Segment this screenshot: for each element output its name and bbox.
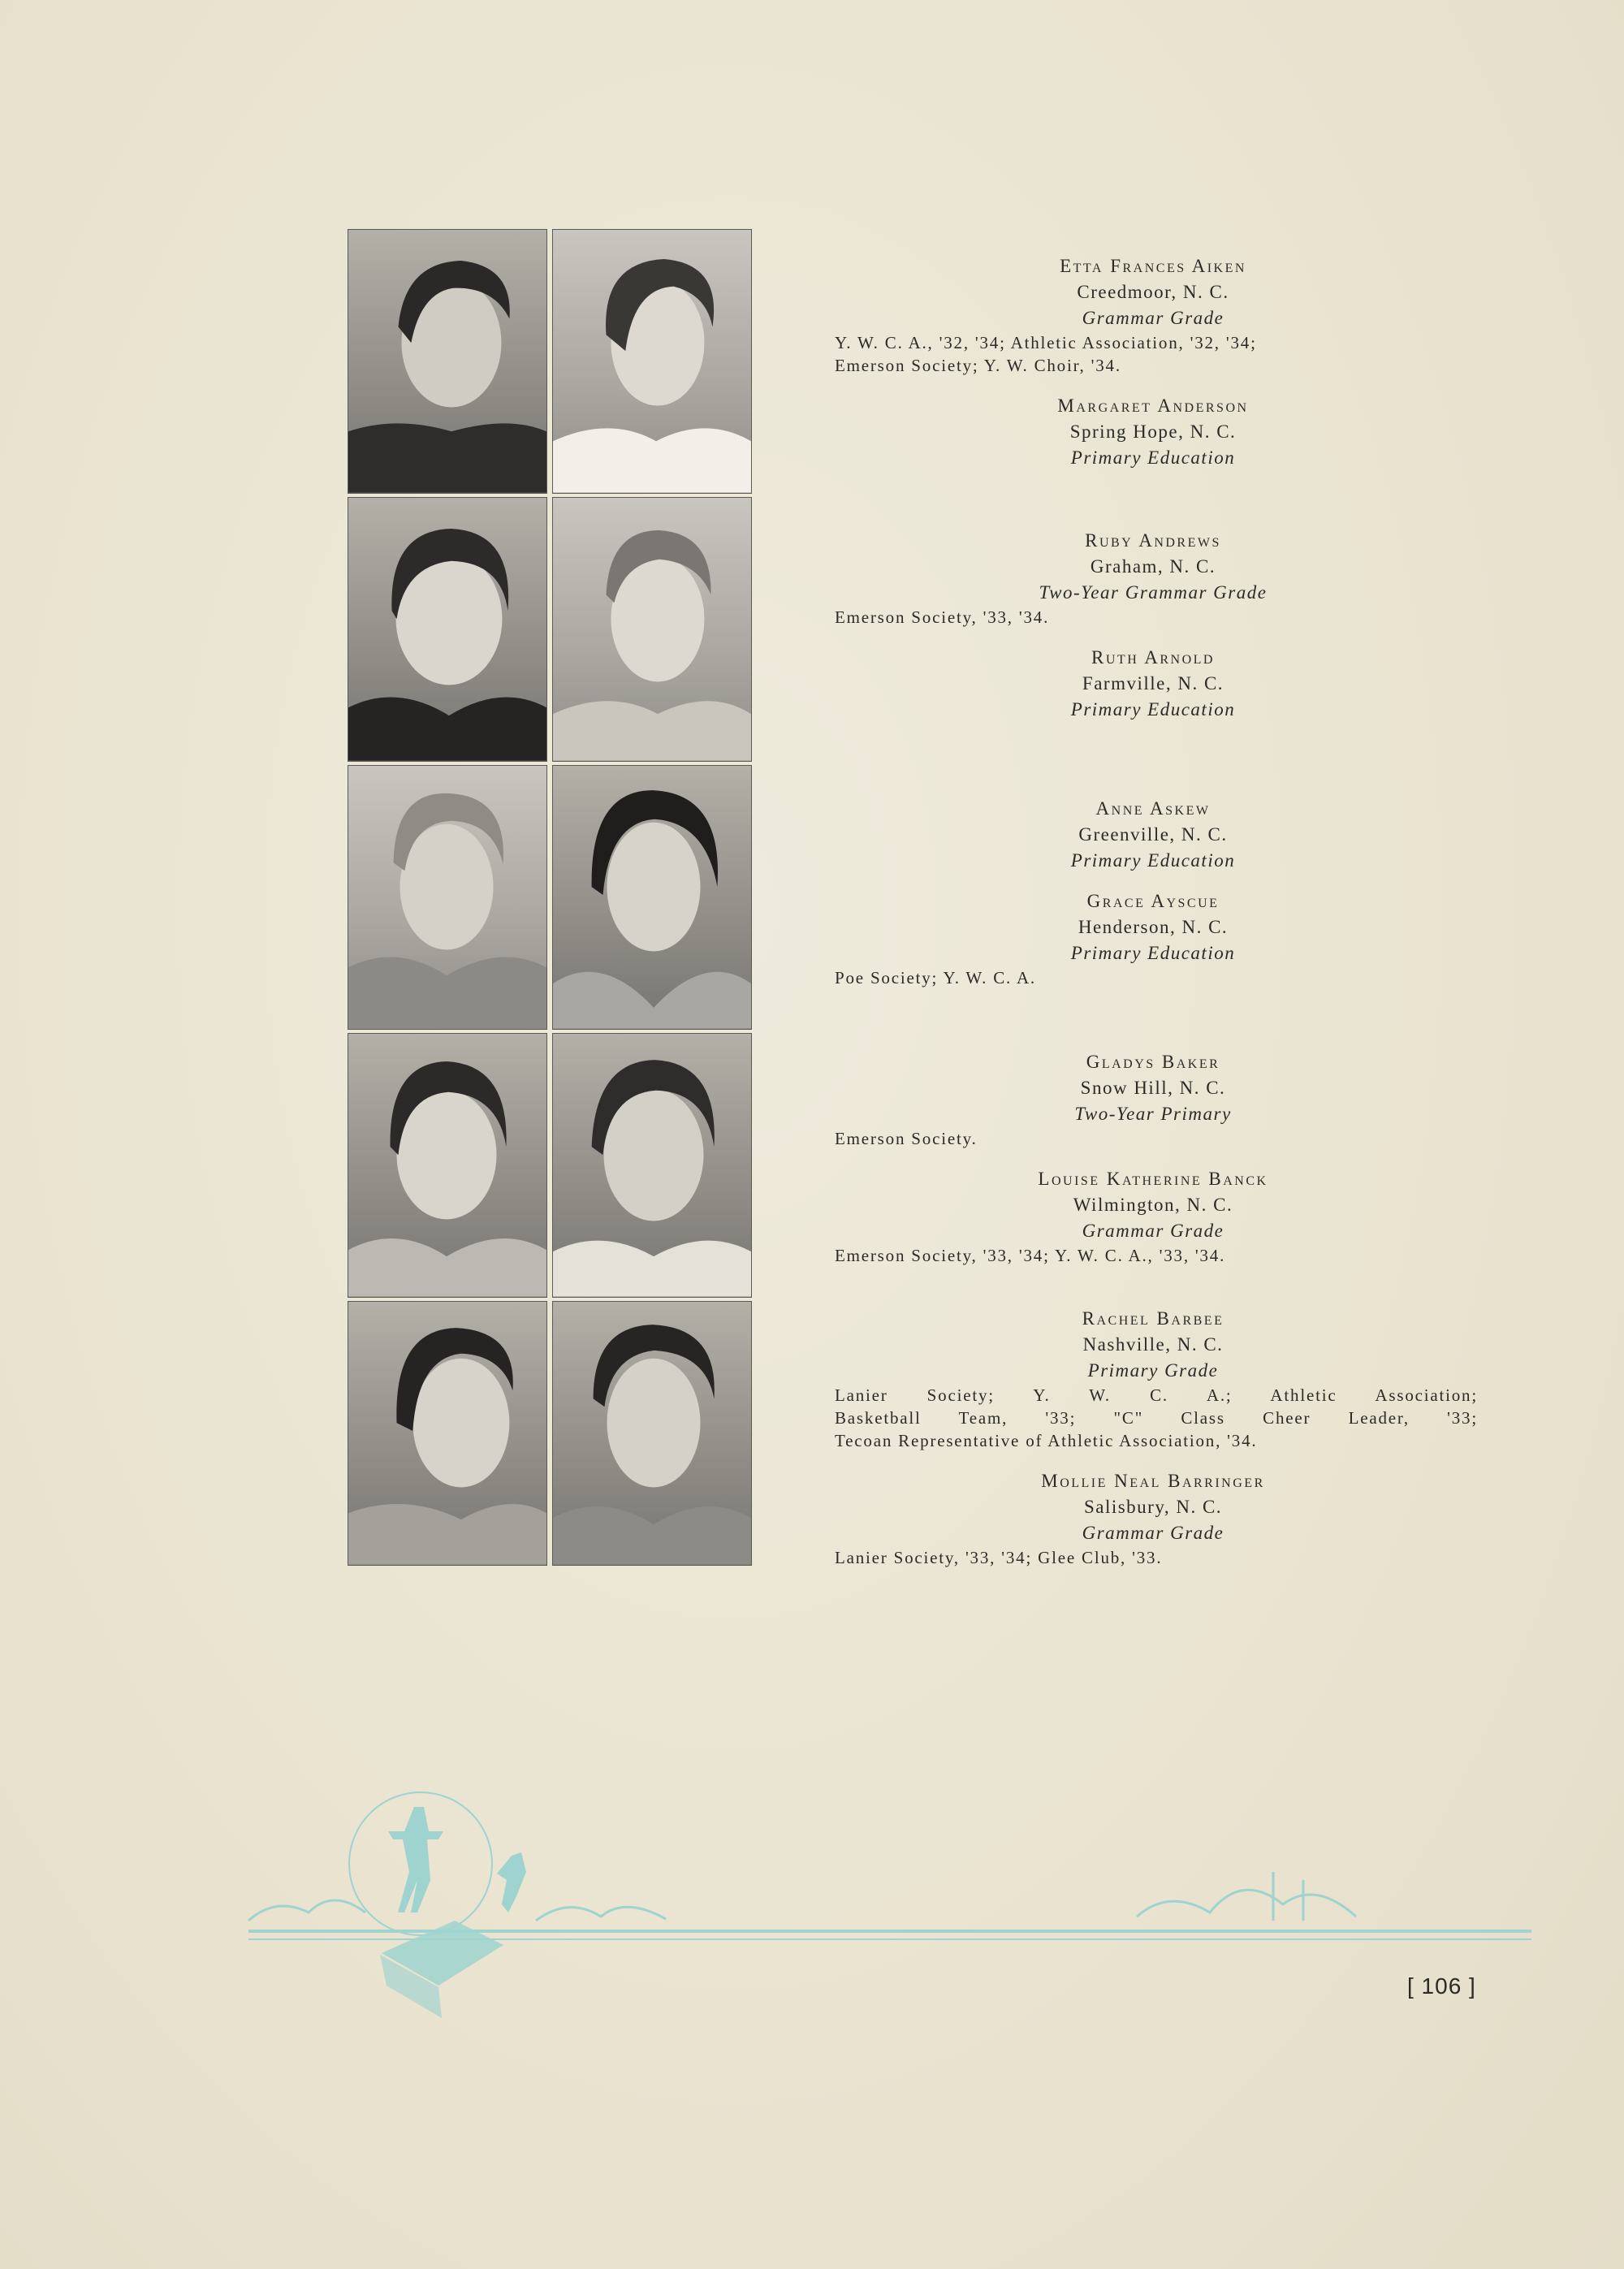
student-course: Two-Year Grammar Grade <box>1039 582 1268 603</box>
student-course: Two-Year Primary <box>1074 1104 1232 1124</box>
student-name: Rachel Barbee <box>1082 1308 1224 1329</box>
student-town: Graham, N. C. <box>1090 556 1216 577</box>
student-town: Salisbury, N. C. <box>1083 1497 1223 1517</box>
entry-ruby-andrews <box>828 528 1478 629</box>
student-course: Primary Grade <box>1087 1360 1219 1381</box>
student-activities: Emerson Society. <box>835 1129 978 1148</box>
portrait-grace-ayscue <box>552 765 752 1030</box>
portrait-gladys-baker <box>348 1033 547 1298</box>
student-activities: Emerson Society; Y. W. Choir, '34. <box>835 356 1121 375</box>
student-town: Spring Hope, N. C. <box>1069 421 1237 442</box>
student-town: Snow Hill, N. C. <box>1080 1078 1226 1098</box>
student-town: Henderson, N. C. <box>1078 917 1229 937</box>
portrait-margaret-anderson <box>552 229 752 494</box>
portrait-ruth-arnold <box>552 497 752 762</box>
student-course: Grammar Grade <box>1082 308 1224 328</box>
page-number: [ 106 ] <box>1407 1973 1476 1999</box>
student-course: Primary Education <box>1070 850 1236 871</box>
student-town: Nashville, N. C. <box>1082 1334 1224 1355</box>
student-name: Gladys Baker <box>1086 1052 1220 1072</box>
student-town: Creedmoor, N. C. <box>1077 282 1229 302</box>
student-course: Grammar Grade <box>1082 1523 1224 1543</box>
portrait-grid <box>348 229 752 1561</box>
entry-etta-frances-aiken <box>828 253 1478 377</box>
student-activities: Lanier Society; Y. W. C. A.; Athletic Association; <box>835 1385 1478 1405</box>
student-name: Margaret Anderson <box>1057 395 1249 416</box>
student-name: Ruth Arnold <box>1091 647 1215 668</box>
student-activities: Lanier Society, '33, '34; Glee Club, '33. <box>835 1548 1163 1567</box>
student-town: Wilmington, N. C. <box>1073 1195 1233 1215</box>
student-town: Farmville, N. C. <box>1082 673 1224 694</box>
student-course: Primary Education <box>1070 447 1236 468</box>
entry-rachel-barbee <box>828 1306 1478 1452</box>
student-course: Primary Education <box>1070 943 1236 963</box>
student-town: Greenville, N. C. <box>1078 824 1228 845</box>
student-activities: Emerson Society, '33, '34; Y. W. C. A., '33, '34. <box>835 1246 1226 1265</box>
portrait-etta-frances-aiken <box>348 229 547 494</box>
student-activities: Basketball Team, '33; "C" Class Cheer Leader, '33; <box>835 1408 1478 1428</box>
entry-margaret-anderson <box>828 393 1478 471</box>
portrait-rachel-barbee <box>348 1301 547 1566</box>
student-name: Louise Katherine Banck <box>1038 1169 1268 1189</box>
entry-ruth-arnold <box>828 645 1478 723</box>
student-activities: Poe Society; Y. W. C. A. <box>835 968 1036 988</box>
portrait-louise-katherine-banck <box>552 1033 752 1298</box>
entry-gladys-baker <box>828 1049 1478 1150</box>
entry-mollie-neal-barringer <box>828 1468 1478 1569</box>
student-name: Grace Ayscue <box>1086 891 1220 911</box>
portrait-mollie-neal-barringer <box>552 1301 752 1566</box>
student-name: Etta Frances Aiken <box>1060 256 1246 276</box>
entry-louise-katherine-banck <box>828 1166 1478 1267</box>
student-name: Mollie Neal Barringer <box>1041 1471 1265 1491</box>
student-name: Ruby Andrews <box>1085 530 1221 551</box>
portrait-anne-askew <box>348 765 547 1030</box>
student-activities: Y. W. C. A., '32, '34; Athletic Association, '32, '34; <box>835 333 1257 352</box>
student-activities: Emerson Society, '33, '34. <box>835 607 1050 627</box>
student-activities: Tecoan Representative of Athletic Association, '34. <box>835 1431 1258 1450</box>
portrait-ruby-andrews <box>348 497 547 762</box>
student-course: Primary Education <box>1070 699 1236 720</box>
entry-grace-ayscue <box>828 888 1478 989</box>
entry-anne-askew <box>828 796 1478 874</box>
student-course: Grammar Grade <box>1082 1221 1224 1241</box>
student-name: Anne Askew <box>1095 798 1211 819</box>
footer-ornament-icon <box>244 1783 1535 2034</box>
